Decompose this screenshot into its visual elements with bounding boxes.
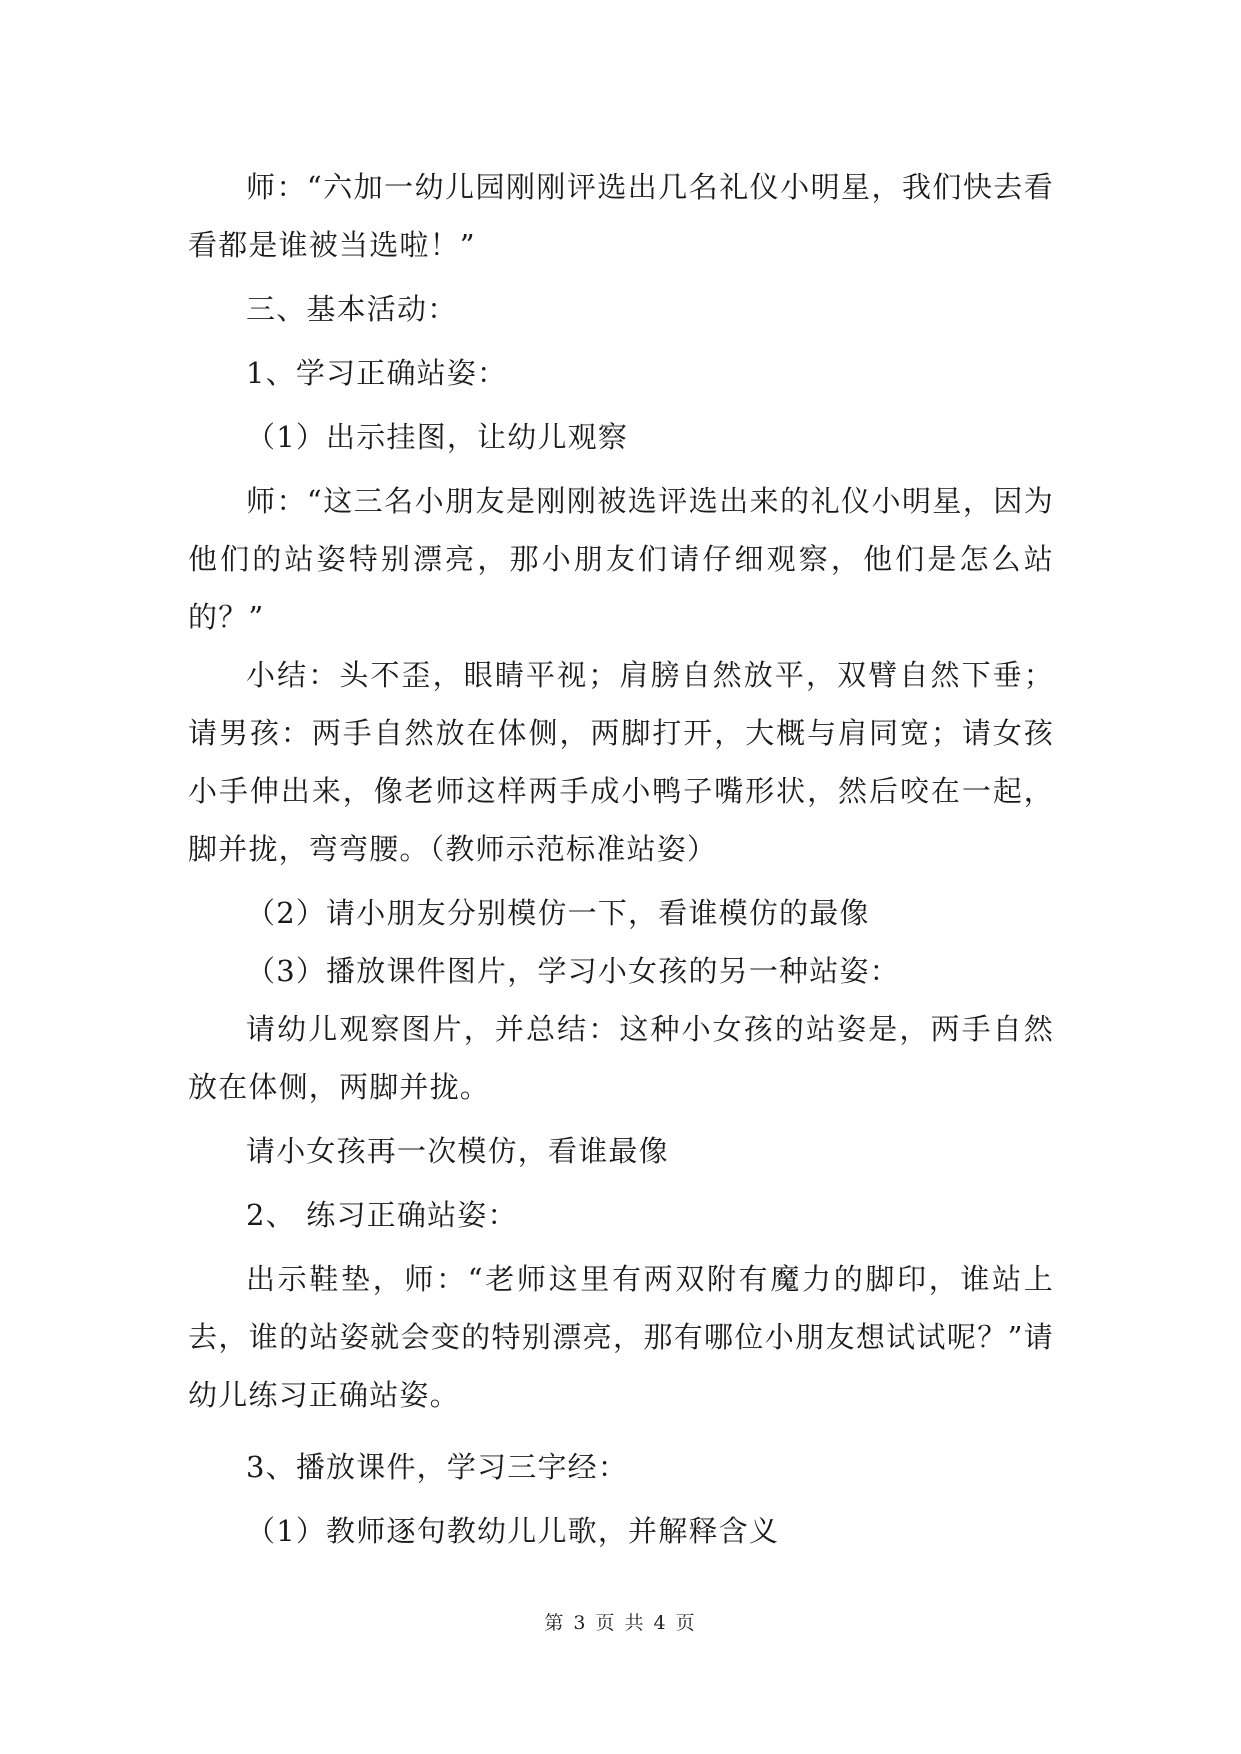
page-number-footer: 第 3 页 共 4 页 <box>544 1612 697 1634</box>
heading-practice-standing: 2、 练习正确站姿： <box>246 1198 518 1232</box>
heading-basic-activity: 三、基本活动： <box>246 292 458 326</box>
paragraph-teacher-intro: 师：“六加一幼儿园刚刚评选出几名礼仪小明星，我们快去看看都是谁被当选啦！” <box>188 170 1054 262</box>
document-body <box>188 158 1054 1560</box>
paragraph-insoles: 出示鞋垫，师：“老师这里有两双附有魔力的脚印，谁站上去，谁的站姿就会变的特别漂亮，那有哪位小朋友想试试呢？”请幼儿练习正确站姿。 <box>188 1262 1054 1412</box>
step-teach-rhyme: （1）教师逐句教幼儿儿歌，并解释含义 <box>246 1514 780 1548</box>
paragraph-observe-picture: 请幼儿观察图片，并总结：这种小女孩的站姿是，两手自然放在体侧，两脚并拢。 <box>188 1012 1054 1104</box>
step-play-courseware: （3）播放课件图片，学习小女孩的另一种站姿： <box>246 954 900 988</box>
paragraph-teacher-observe: 师：“这三名小朋友是刚刚被选评选出来的礼仪小明星，因为他们的站姿特别漂亮，那小朋友们请仔细观察，他们是怎么站的？” <box>188 484 1054 634</box>
step-imitate: （2）请小朋友分别模仿一下，看谁模仿的最像 <box>246 896 870 930</box>
step-show-poster: （1）出示挂图，让幼儿观察 <box>246 420 629 454</box>
paragraph-summary: 小结：头不歪，眼睛平视；肩膀自然放平，双臂自然下垂；请男孩：两手自然放在体侧，两脚打开，大概与肩同宽；请女孩小手伸出来，像老师这样两手成小鸭子嘴形状，然后咬在一起，脚并拢，弯弯腰。（教师示范标准站姿） <box>188 658 1054 866</box>
heading-three-character-classic: 3、播放课件，学习三字经： <box>246 1450 629 1484</box>
heading-learn-standing: 1、学习正确站姿： <box>246 356 508 390</box>
paragraph-girls-imitate: 请小女孩再一次模仿，看谁最像 <box>246 1134 669 1168</box>
